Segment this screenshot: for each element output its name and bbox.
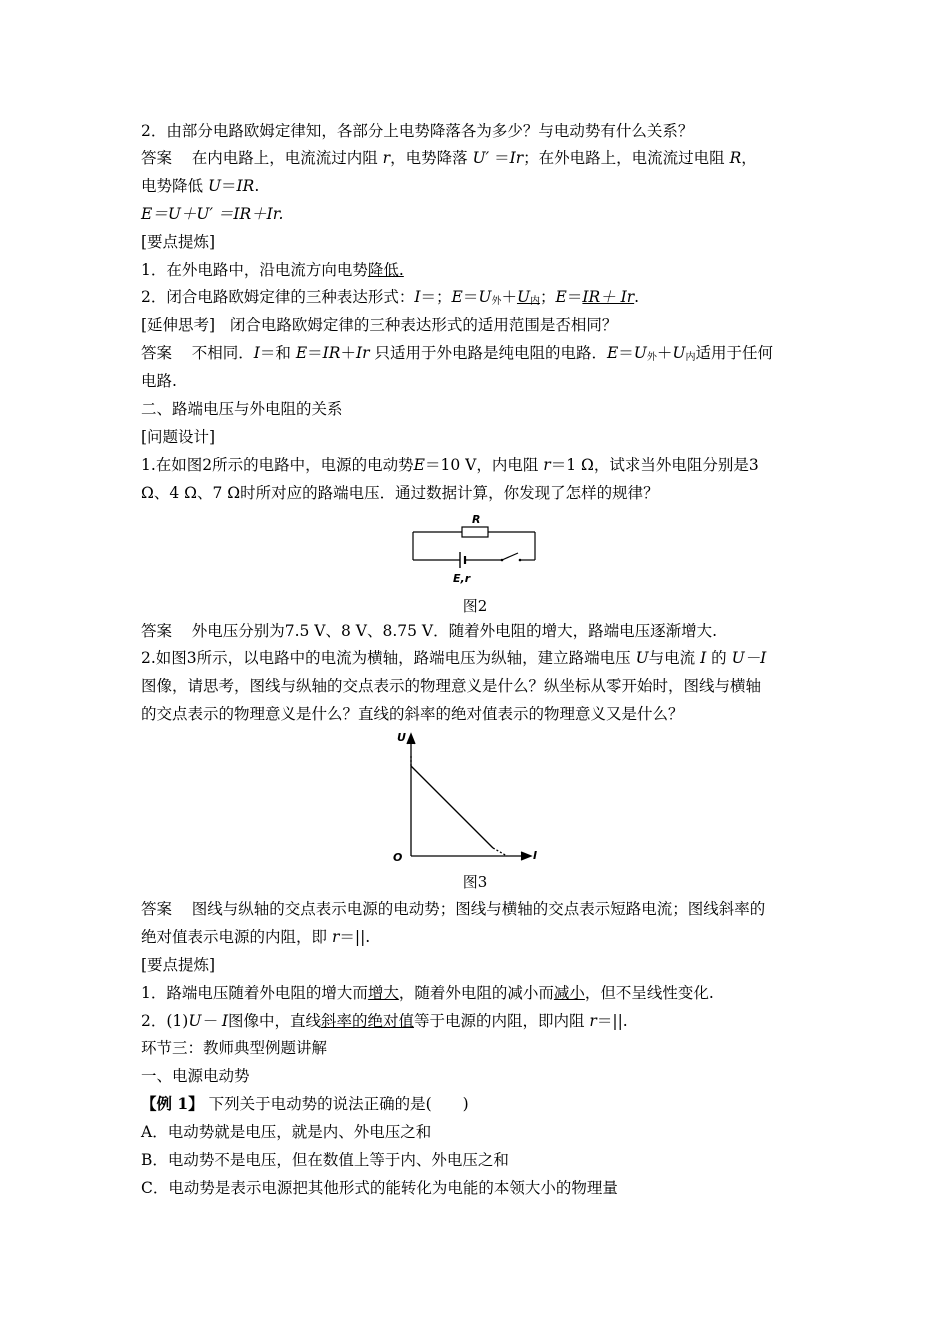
option-a: A．电动势就是电压，就是内、外电压之和 xyxy=(141,1123,432,1141)
problem-2-line-1: 2.如图3所示，以电路中的电流为横轴，路端电压为纵轴，建立路端电压 U与电流 I 的 U－I xyxy=(141,649,767,667)
problem-1-line-2: Ω、4 Ω、7 Ω时所对应的路端电压．通过数据计算，你发现了怎样的规律？ xyxy=(141,484,659,502)
extension-answer-2: 电路. xyxy=(141,372,177,390)
label-u: U xyxy=(397,731,406,744)
label-er: E,r xyxy=(453,572,471,585)
label-o: O xyxy=(393,851,403,864)
switch-blade xyxy=(502,553,518,560)
key-point-2-1: 1．路端电压随着外电阻的增大而增大，随着外电阻的减小而减小，但不呈线性变化. xyxy=(141,984,714,1002)
key-points-heading-2: [要点提炼] xyxy=(141,956,216,974)
section-3-subtitle: 一、电源电动势 xyxy=(141,1067,250,1085)
answer-2-line-1: 答案 图线与纵轴的交点表示电源的电动势；图线与横轴的交点表示短路电流；图线斜率的 xyxy=(141,900,766,918)
figure-3-caption: 图3 xyxy=(462,873,488,891)
key-points-heading-1: [要点提炼] xyxy=(141,233,216,251)
formula-line: E＝U＋U′ ＝IR＋Ir. xyxy=(141,205,284,223)
question-2: 2．由部分电路欧姆定律知，各部分上电势降落各为多少？与电动势有什么关系？ xyxy=(141,122,694,140)
key-point-2-2: 2．(1)U－ I图像中，直线斜率的绝对值等于电源的内阻，即内阻 r＝||. xyxy=(141,1012,628,1030)
problem-2-line-2: 图像，请思考，图线与纵轴的交点表示的物理意义是什么？纵坐标从零开始时，图线与横轴 xyxy=(141,677,762,695)
ui-graph xyxy=(385,728,550,865)
answer-line-2: 电势降低 U＝IR. xyxy=(141,177,260,195)
graph-line xyxy=(411,766,493,848)
problem-1-line-1: 1.在如图2所示的电路中，电源的电动势E＝10 V，内电阻 r＝1 Ω，试求当外电阻分别是3 xyxy=(141,456,759,474)
answer-2-line-2: 绝对值表示电源的内阻，即 r＝||. xyxy=(141,928,371,946)
problem-2-line-3: 的交点表示的物理意义是什么？直线的斜率的绝对值表示的物理意义又是什么？ xyxy=(141,705,684,723)
figure-2-caption: 图2 xyxy=(462,597,488,615)
section-2-title: 二、路端电压与外电阻的关系 xyxy=(141,400,343,418)
label-i: I xyxy=(533,849,538,862)
option-b: B．电动势不是电压，但在数值上等于内、外电压之和 xyxy=(141,1151,509,1169)
extension-question: [延伸思考] 闭合电路欧姆定律的三种表达形式的适用范围是否相同？ xyxy=(141,316,618,334)
problem-design-heading: [问题设计] xyxy=(141,428,216,446)
key-point-1-1: 1．在外电路中，沿电流方向电势降低. xyxy=(141,261,404,279)
key-point-1-2: 2．闭合电路欧姆定律的三种表达形式：I＝；$E=U_外+U_内$；E＝IR＋ Ir. xyxy=(141,288,640,307)
extension-answer-1: 答案 不相同．I＝和 E＝IR＋Ir 只适用于外电路是纯电阻的电路．$E=U_外+U_内$适用于任何 xyxy=(141,344,773,363)
answer-line-1: 答案 在内电路上，电流流过内阻 r，电势降落 U′ ＝Ir；在外电路上，电流流过电阻 R， xyxy=(141,149,757,167)
circuit-diagram xyxy=(405,510,545,588)
graph-line-dashed-end xyxy=(493,848,507,856)
example-1: 【例 1】 下列关于电动势的说法正确的是( ) xyxy=(141,1094,469,1113)
section-3-title: 环节三：教师典型例题讲解 xyxy=(141,1039,328,1057)
resistor-r xyxy=(462,527,488,537)
label-r: R xyxy=(472,513,481,526)
answer-1: 答案 外电压分别为7.5 V、8 V、8.75 V．随着外电阻的增大，路端电压逐渐增大. xyxy=(141,622,718,640)
option-c: C．电动势是表示电源把其他形式的能转化为电能的本领大小的物理量 xyxy=(141,1179,618,1197)
